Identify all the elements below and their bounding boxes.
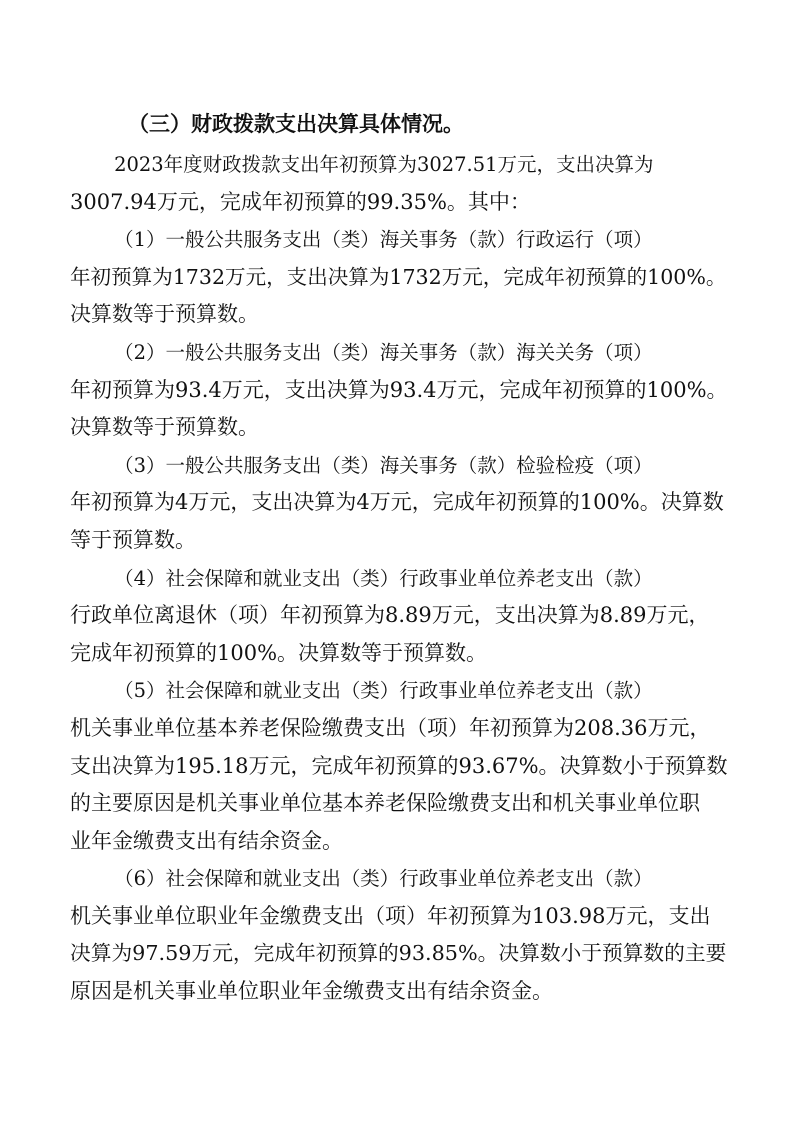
paragraph-line: 机关事业单位职业年金缴费支出（项）年初预算为103.98万元，支出 <box>70 903 711 928</box>
paragraph-item-4 <box>70 560 730 673</box>
paragraph-line: 的主要原因是机关事业单位基本养老保险缴费支出和机关事业单位职 <box>70 791 700 816</box>
paragraph-line: 等于预算数。 <box>70 527 196 552</box>
paragraph-line: 原因是机关事业单位职业年金缴费支出有结余资金。 <box>70 979 553 1004</box>
paragraph-line: 年初预算为93.4万元，支出决算为93.4万元，完成年初预算的100%。 <box>70 377 728 402</box>
paragraph-line: （6）社会保障和就业支出（类）行政事业单位养老支出（款） <box>114 867 653 891</box>
paragraph-line: 年初预算为4万元，支出决算为4万元，完成年初预算的100%。决算数 <box>70 490 724 515</box>
paragraph-summary <box>70 146 730 221</box>
paragraph-line: 决算为97.59万元，完成年初预算的93.85%。决算数小于预算数的主要 <box>70 941 727 966</box>
paragraph-line: 机关事业单位基本养老保险缴费支出（项）年初预算为208.36万元， <box>70 715 711 740</box>
section-heading: （三）财政拨款支出决算具体情况。 <box>128 112 464 136</box>
paragraph-item-2 <box>70 334 730 447</box>
paragraph-line: 决算数等于预算数。 <box>70 302 259 327</box>
paragraph-line: （3）一般公共服务支出（类）海关事务（款）检验检疫（项） <box>114 453 653 477</box>
paragraph-line: 年初预算为1732万元，支出决算为1732万元，完成年初预算的100%。 <box>70 264 727 289</box>
paragraph-line: 行政单位离退休（项）年初预算为8.89万元，支出决算为8.89万元， <box>70 603 710 628</box>
paragraph-line: （1）一般公共服务支出（类）海关事务（款）行政运行（项） <box>114 228 653 252</box>
paragraph-item-3 <box>70 447 730 560</box>
paragraph-line: 完成年初预算的100%。决算数等于预算数。 <box>70 640 488 665</box>
paragraph-line: （4）社会保障和就业支出（类）行政事业单位养老支出（款） <box>114 566 653 590</box>
paragraph-line: 支出决算为195.18万元，完成年初预算的93.67%。决算数小于预算数 <box>70 753 728 778</box>
paragraph-line: （5）社会保障和就业支出（类）行政事业单位养老支出（款） <box>114 679 653 703</box>
paragraph-line: 3007.94万元，完成年初预算的99.35%。其中： <box>70 189 531 214</box>
paragraph-line: （2）一般公共服务支出（类）海关事务（款）海关关务（项） <box>114 340 653 364</box>
paragraph-line: 决算数等于预算数。 <box>70 415 259 440</box>
document-body <box>70 146 730 1011</box>
paragraph-item-1 <box>70 221 730 334</box>
paragraph-line: 业年金缴费支出有结余资金。 <box>70 828 343 853</box>
paragraph-item-5 <box>70 672 730 860</box>
paragraph-item-6 <box>70 860 730 1010</box>
paragraph-line: 2023年度财政拨款支出年初预算为3027.51万元，支出决算为 <box>114 153 654 176</box>
